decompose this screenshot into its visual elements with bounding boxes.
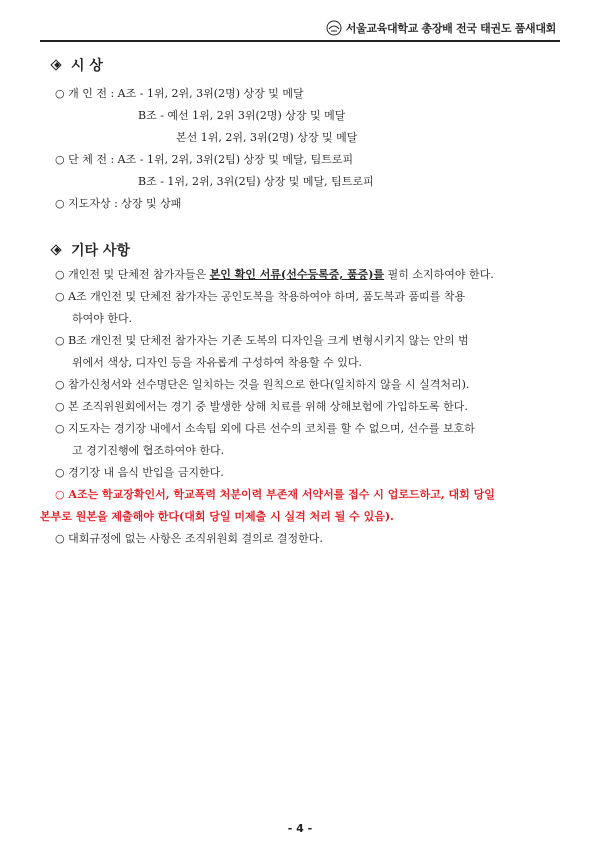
other-item-4: ○ 참가신청서와 선수명단은 일치하는 것을 원칙으로 한다(일치하지 않을 시 실격처리). (55, 378, 470, 391)
header-title: 서울교육대학교 총장배 전국 태권도 품새대회 (345, 22, 556, 35)
awards-heading (52, 55, 103, 75)
other-item-2a: ○ A조 개인전 및 단체전 참가자는 공인도복을 착용하여야 하며, 품도복과 품띠를 착용 (55, 290, 466, 303)
other-item-1 (55, 266, 494, 282)
award-coach: ○ 지도자상 : 상장 및 상패 (55, 197, 182, 210)
other-item-1-bold: 본인 확인 서류(선수등록증, 품증)를 (209, 268, 385, 281)
other-item-5: ○ 본 조직위원회에서는 경기 중 발생한 상해 치료를 위해 상해보험에 가입하도록 한다. (55, 400, 468, 413)
other-item-1-pre: ○ 개인전 및 단체전 참가자들은 (55, 268, 210, 281)
award-team-a: ○ 단 체 전 : A조 - 1위, 2위, 3위(2팀) 상장 및 메달, 팀트로피 (55, 153, 354, 166)
award-individual-b1: B조 - 예선 1위, 2위 3위(2명) 상장 및 메달 (138, 109, 346, 122)
award-individual-a: ○ 개 인 전 : A조 - 1위, 2위, 3위(2명) 상장 및 메달 (55, 87, 304, 100)
other-item-7: ○ 경기장 내 음식 반입을 금지한다. (55, 466, 224, 479)
awards-heading-text: 시 상 (71, 58, 103, 74)
other-item-2b: 하여야 한다. (72, 312, 133, 325)
other-item-8a-warning: ○ A조는 학교장확인서, 학교폭력 처분이력 부존재 서약서를 접수 시 업로드하고, 대회 당일 (55, 488, 495, 501)
other-item-6a: ○ 지도자는 경기장 내에서 소속팀 외에 다른 선수의 코치를 할 수 없으며, 선수를 보호하 (55, 422, 475, 435)
other-item-6b: 고 경기진행에 협조하여야 한다. (72, 444, 225, 457)
other-item-1-post: 필히 소지하여야 한다. (384, 268, 494, 281)
other-item-3b: 위에서 색상, 디자인 등을 자유롭게 구성하여 착용할 수 있다. (72, 356, 362, 369)
other-heading-text: 기타 사항 (71, 243, 130, 259)
other-heading (52, 240, 130, 260)
diamond-bullet-icon (52, 61, 61, 70)
page-number: - 4 - (287, 822, 313, 835)
university-seal-icon (326, 20, 342, 36)
other-item-3a: ○ B조 개인전 및 단체전 참가자는 기존 도복의 디자인을 크게 변형시키지 않는 안의 범 (55, 334, 469, 347)
award-team-b: B조 - 1위, 2위, 3위(2팀) 상장 및 메달, 팀트로피 (138, 175, 374, 188)
other-item-9: ○ 대회규정에 없는 사항은 조직위원회 결의로 결정한다. (55, 532, 323, 545)
award-individual-b2: 본선 1위, 2위, 3위(2명) 상장 및 메달 (176, 131, 358, 144)
other-item-8b-warning: 본부로 원본을 제출해야 한다(대회 당일 미제출 시 실격 처리 될 수 있음). (40, 510, 394, 523)
diamond-bullet-icon (52, 246, 61, 255)
page-header (40, 14, 560, 42)
